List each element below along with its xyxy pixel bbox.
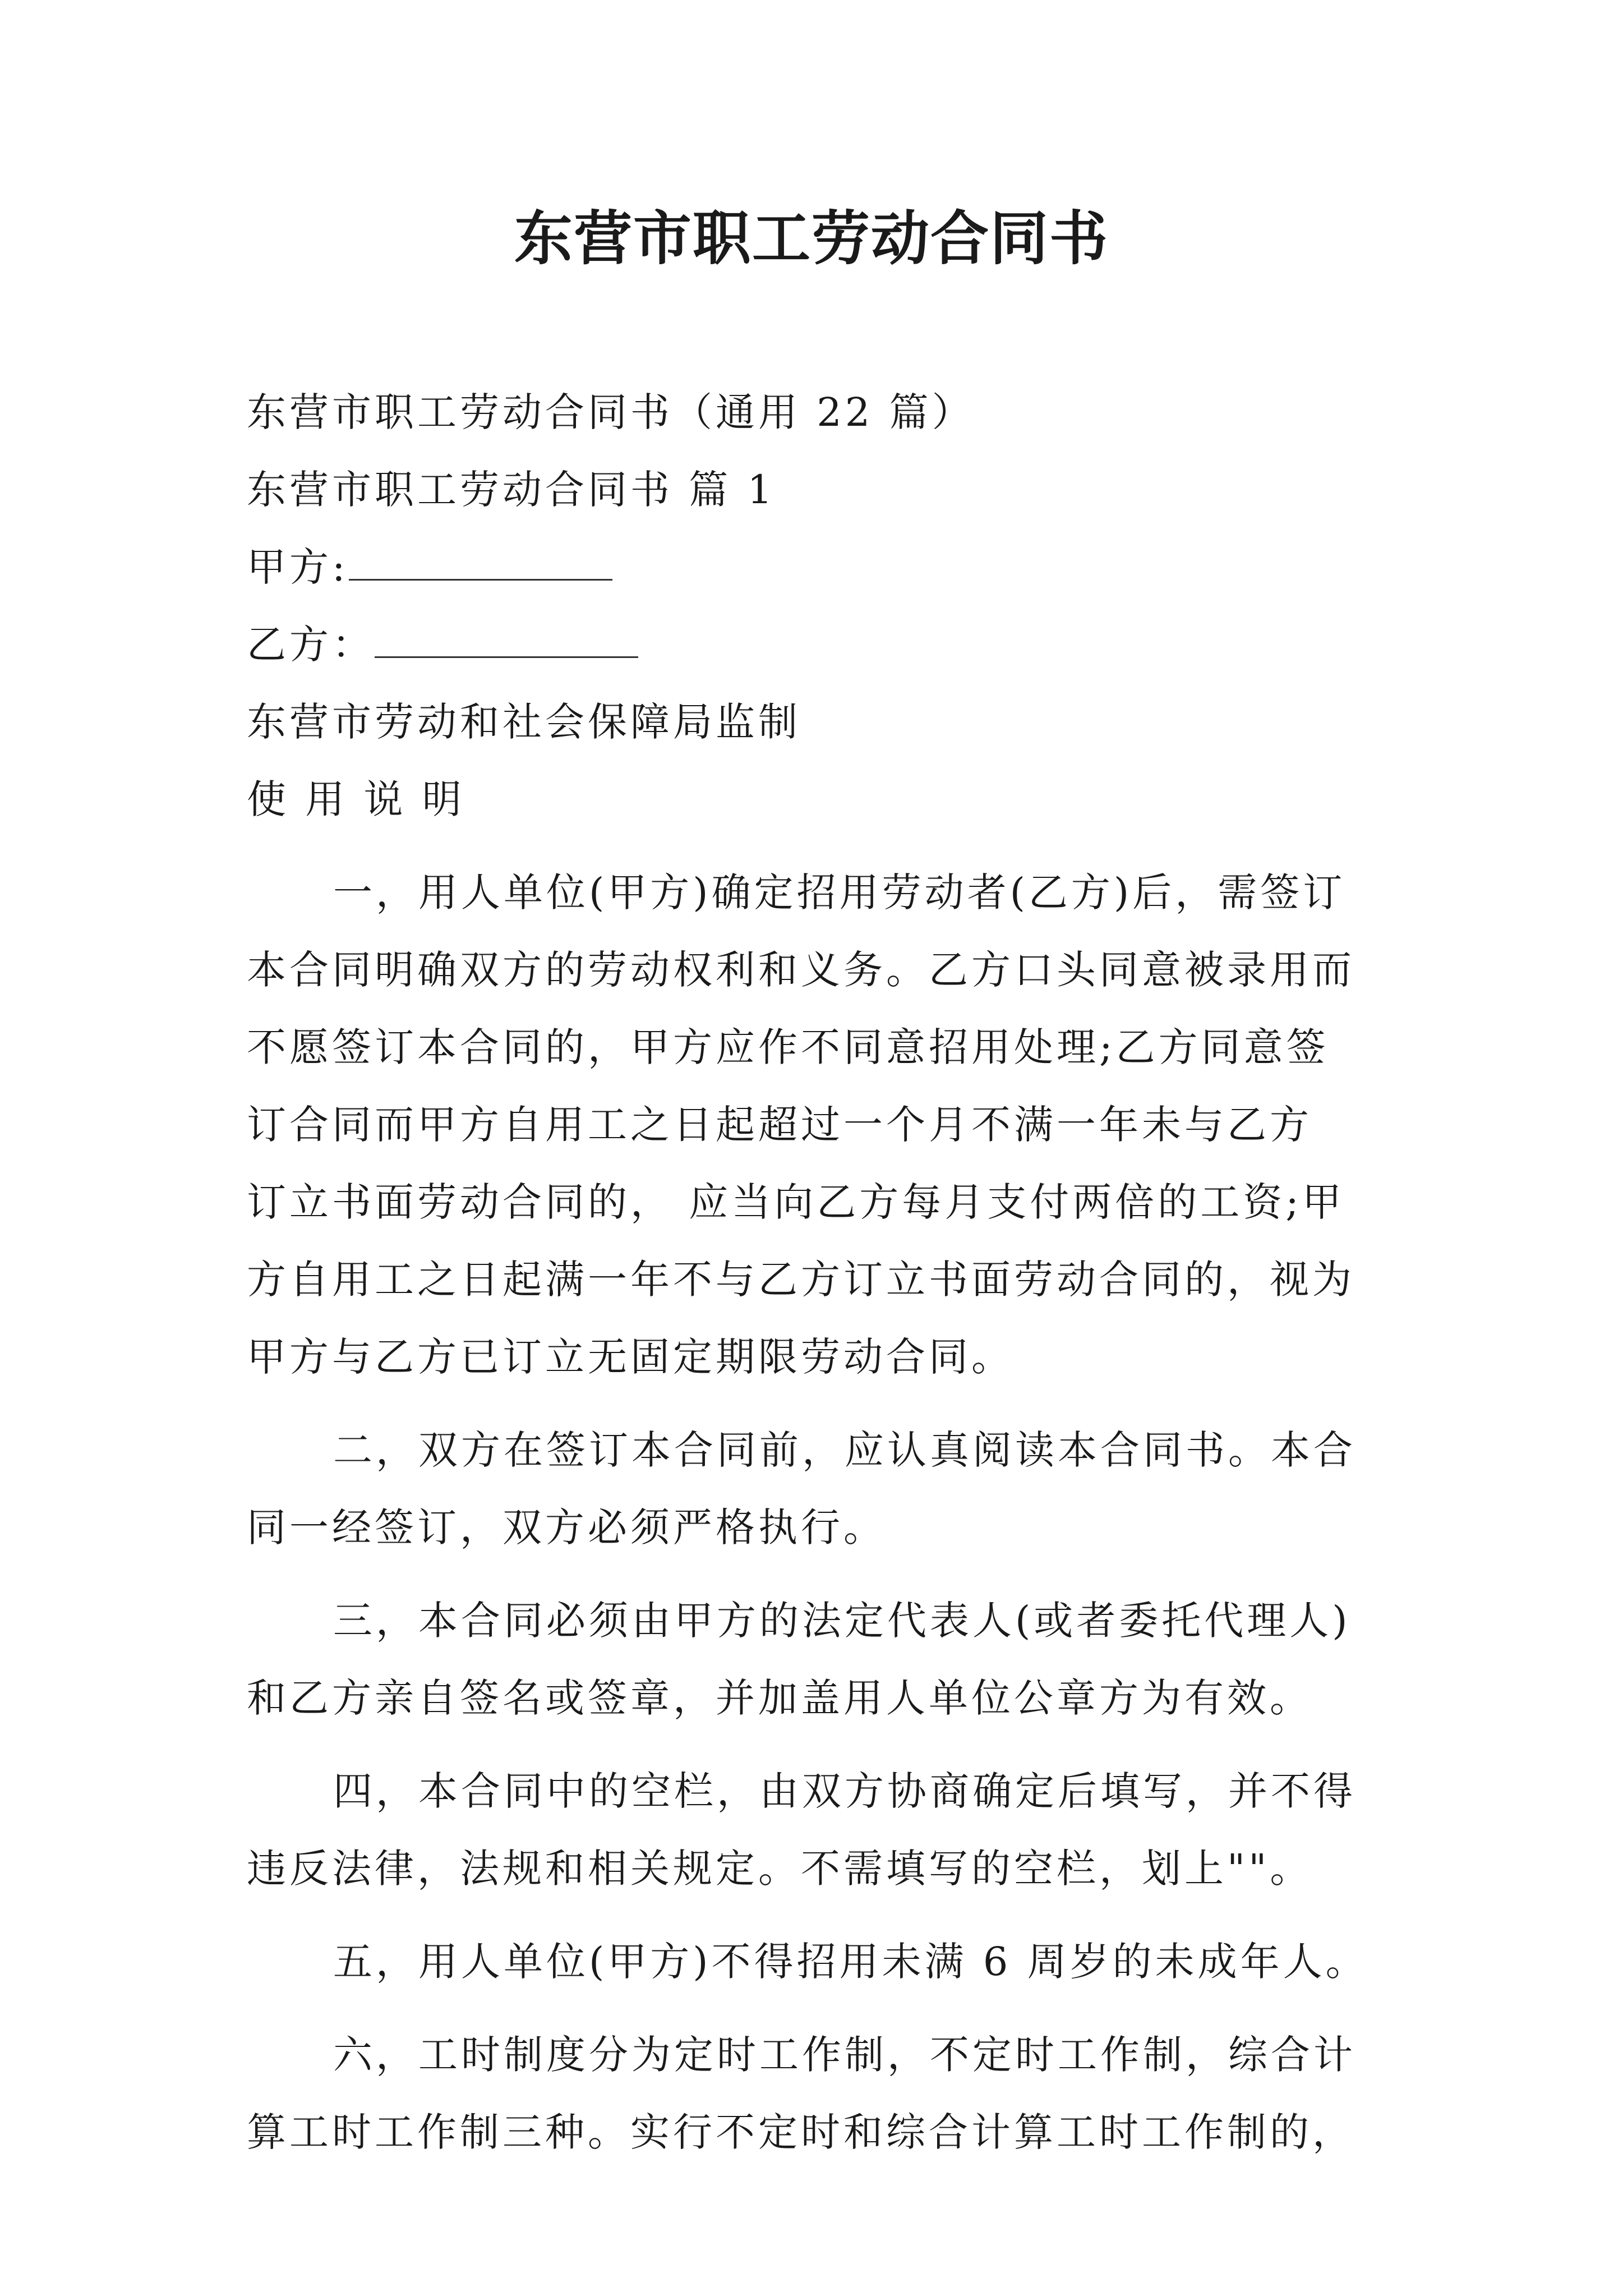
paragraph-1	[247, 854, 1376, 1396]
paragraph-line: 和乙方亲自签名或签章，并加盖用人单位公章方为有效。	[247, 1675, 1312, 1721]
document-title: 东营市职工劳动合同书	[514, 204, 1109, 273]
paragraph-line: 甲方与乙方已订立无固定期限劳动合同。	[247, 1334, 1014, 1380]
party-b-line	[247, 606, 1376, 683]
paragraph-line: 本合同明确双方的劳动权利和义务。乙方口头同意被录用而	[247, 947, 1355, 993]
paragraph-2	[247, 1411, 1376, 1566]
paragraph-line: 六，工时制度分为定时工作制，不定时工作制，综合计	[333, 2032, 1356, 2078]
paragraph-3	[247, 1582, 1376, 1737]
party-b-blank	[375, 632, 638, 658]
paragraph-line: 四，本合同中的空栏，由双方协商确定后填写，并不得	[333, 1768, 1356, 1814]
document-body	[247, 374, 1376, 2171]
paragraph-line: 不愿签订本合同的，甲方应作不同意招用处理;乙方同意签	[247, 1024, 1329, 1070]
paragraph-5	[247, 1923, 1376, 2000]
paragraph-line: 订立书面劳动合同的， 应当向乙方每月支付两倍的工资;甲	[247, 1179, 1345, 1225]
paragraph-line: 方自用工之日起满一年不与乙方订立书面劳动合同的，视为	[247, 1257, 1355, 1303]
article-heading: 东营市职工劳动合同书 篇 1	[247, 467, 776, 513]
usage-heading: 使 用 说 明	[247, 776, 465, 822]
subtitle: 东营市职工劳动合同书（通用 22 篇）	[247, 389, 975, 435]
paragraph-line: 一，用人单位(甲方)确定招用劳动者(乙方)后，需签订	[333, 869, 1346, 915]
paragraph-line: 订合同而甲方自用工之日起超过一个月不满一年未与乙方	[247, 1102, 1312, 1148]
paragraph-line: 五，用人单位(甲方)不得招用未满 6 周岁的未成年人。	[333, 1939, 1368, 1985]
paragraph-line: 算工时工作制三种。实行不定时和综合计算工时工作制的，	[247, 2109, 1355, 2155]
paragraph-line: 违反法律，法规和相关规定。不需填写的空栏，划上""。	[247, 1846, 1313, 1892]
party-a-blank	[349, 554, 612, 581]
paragraph-line: 二，双方在签订本合同前，应认真阅读本合同书。本合	[333, 1427, 1356, 1473]
paragraph-4	[247, 1752, 1376, 1907]
paragraph-line: 同一经签订，双方必须严格执行。	[247, 1504, 886, 1550]
party-b-label: 乙方：	[247, 622, 375, 668]
party-a-label: 甲方:	[247, 544, 349, 590]
paragraph-6	[247, 2016, 1376, 2171]
supervisor-line: 东营市劳动和社会保障局监制	[247, 699, 801, 745]
paragraph-line: 三，本合同必须由甲方的法定代表人(或者委托代理人)	[333, 1598, 1351, 1644]
party-a-line	[247, 528, 1376, 606]
